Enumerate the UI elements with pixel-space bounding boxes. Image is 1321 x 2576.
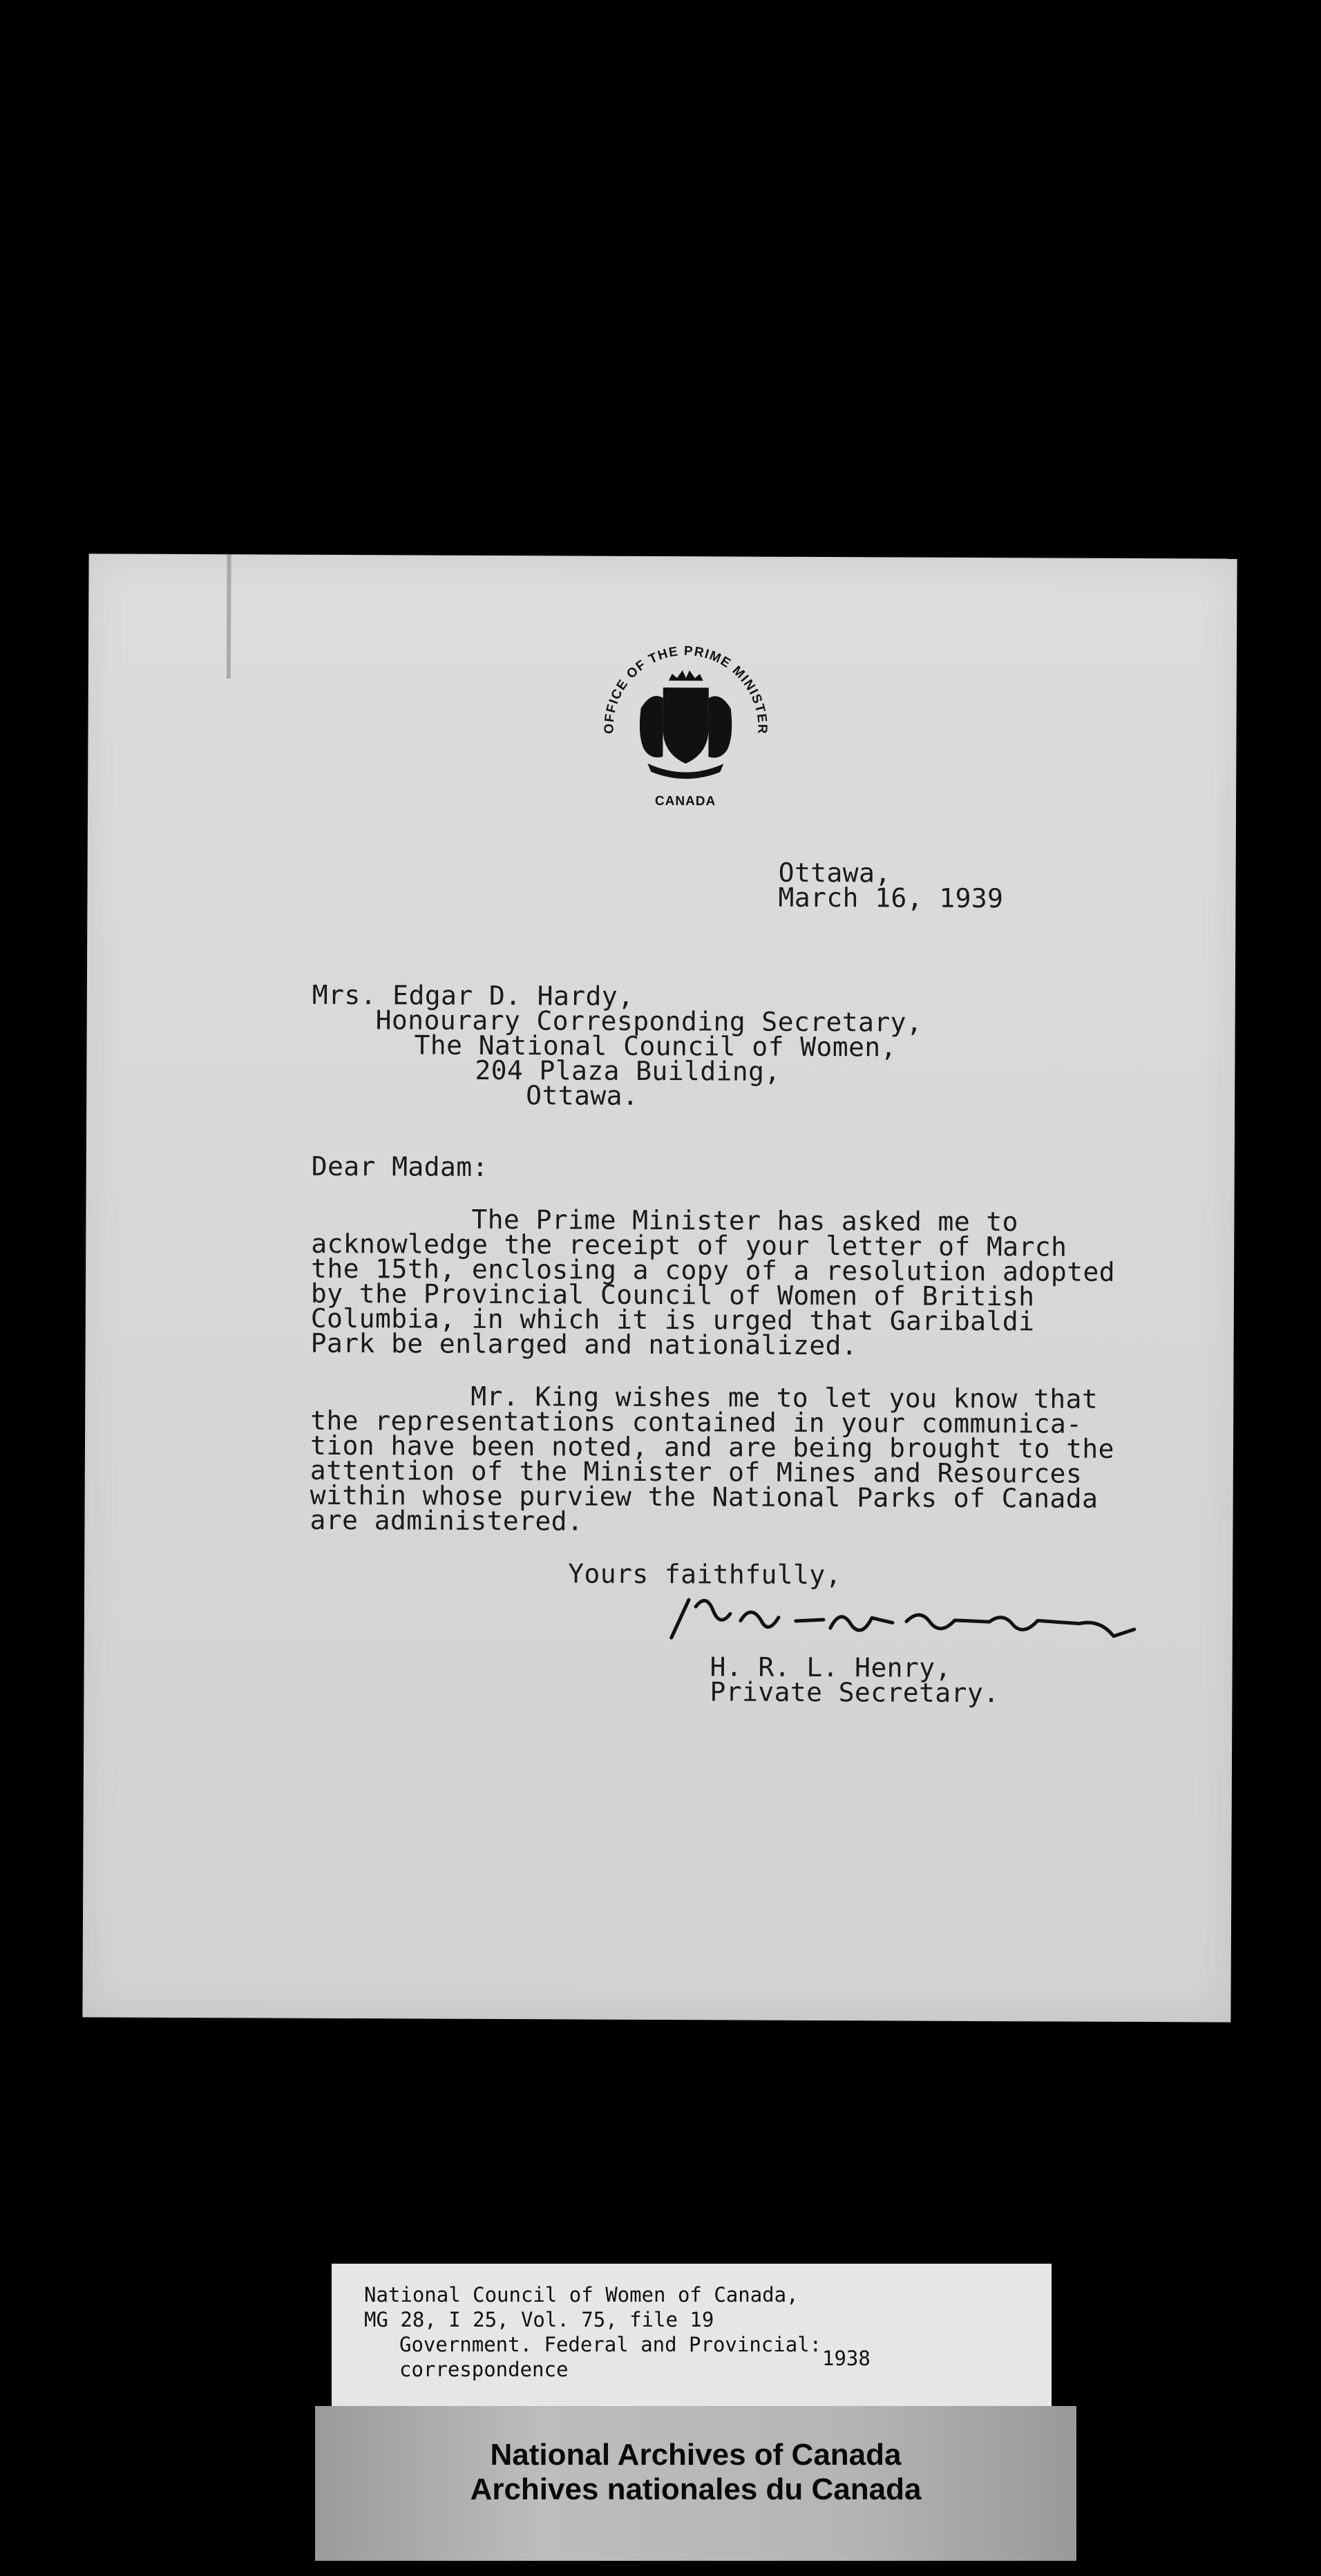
coat-of-arms-icon — [640, 670, 732, 779]
address-line: Honourary Corresponding Secretary, — [375, 1005, 923, 1038]
closing: Yours faithfully, — [568, 1558, 842, 1591]
archive-reference-label — [332, 2264, 1052, 2409]
archive-label-year: 1938 — [822, 2347, 871, 2370]
prime-minister-crest — [585, 632, 786, 813]
dateline-city: Ottawa, — [778, 857, 891, 889]
address-line: Ottawa. — [526, 1080, 639, 1111]
paragraph-line: are administered. — [310, 1504, 584, 1537]
letterhead-country: CANADA — [654, 793, 716, 809]
paragraph-line: The Prime Minister has asked me to — [471, 1204, 1018, 1238]
paragraph-line: by the Provincial Council of Women of British — [310, 1278, 1035, 1312]
salutation: Dear Madam: — [311, 1150, 488, 1182]
letter-page — [82, 553, 1237, 2022]
archive-stamp-english: National Archives of Canada — [490, 2438, 902, 2472]
paragraph-line: the representations contained in your communica- — [310, 1405, 1083, 1439]
paragraph-line: acknowledge the receipt of your letter of March — [311, 1228, 1067, 1262]
paragraph-line: Mr. King wishes me to let you know that — [471, 1381, 1099, 1414]
archive-stamp-french: Archives nationales du Canada — [470, 2472, 922, 2506]
handwritten-signature — [665, 1579, 1162, 1657]
paragraph-line: tion have been noted, and are being brought to the — [310, 1430, 1114, 1464]
archive-label-line: MG 28, I 25, Vol. 75, file 19 — [364, 2308, 714, 2331]
address-line: 204 Plaza Building, — [475, 1054, 781, 1087]
paragraph-line: Columbia, in which it is urged that Garibaldi — [310, 1303, 1035, 1337]
archive-label-line: correspondence — [399, 2358, 569, 2381]
letterhead-office-text: OFFICE OF THE PRIME MINISTER — [602, 643, 770, 735]
paragraph-line: the 15th, enclosing a copy of a resolution adopted — [311, 1253, 1116, 1287]
paragraph-line: Park be enlarged and nationalized. — [310, 1327, 858, 1361]
signatory-name: H. R. L. Henry, — [710, 1651, 951, 1683]
archive-stamp — [315, 2406, 1076, 2561]
archive-label-line: National Council of Women of Canada, — [364, 2283, 799, 2307]
page-crease — [227, 554, 231, 679]
paragraph-line: attention of the Minister of Mines and Resources — [310, 1455, 1083, 1489]
dateline-date: March 16, 1939 — [778, 882, 1004, 914]
address-line: The National Council of Women, — [414, 1030, 897, 1063]
paragraph-line: within whose purview the National Parks of Canada — [310, 1479, 1099, 1514]
archive-label-line: Government. Federal and Provincial: — [399, 2333, 822, 2356]
address-line: Mrs. Edgar D. Hardy, — [312, 979, 634, 1012]
signatory-title: Private Secretary. — [710, 1676, 1000, 1709]
